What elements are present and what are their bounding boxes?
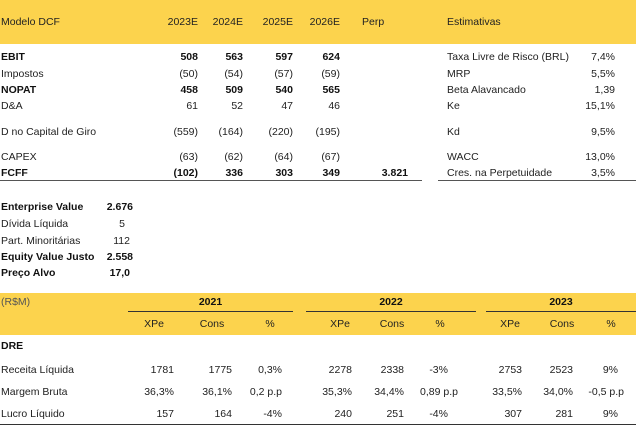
dcf-year-2023: 2023E	[167, 16, 198, 28]
dcf-cell: (220)	[268, 126, 293, 138]
dcf-cell: 563	[225, 51, 243, 63]
valuation-label: Dívida Líquida	[1, 218, 69, 230]
dcf-cell: 565	[322, 84, 340, 96]
dre-cell: -0,5 p.p	[588, 386, 624, 398]
estimativas-bottom-rule	[438, 180, 636, 181]
dre-row-label: Lucro Líquido	[1, 408, 65, 420]
dcf-cell: 61	[186, 100, 198, 112]
dre-row-label: Margem Bruta	[1, 386, 68, 398]
dcf-row-label: D&A	[1, 100, 23, 112]
dcf-row-label: EBIT	[1, 51, 25, 63]
dcf-row-label: NOPAT	[1, 84, 37, 96]
dre-subheader: XPe	[330, 318, 350, 330]
estimativa-value: 5,5%	[591, 68, 615, 80]
dre-cell: 2278	[328, 364, 352, 376]
estimativa-label: Kd	[447, 126, 460, 138]
dre-cell: 33,5%	[492, 386, 522, 398]
dre-subheader: %	[265, 318, 275, 330]
estimativa-label: Cres. na Perpetuidade	[447, 167, 553, 179]
dcf-cell: 47	[281, 100, 293, 112]
dre-cell: 2753	[498, 364, 522, 376]
dcf-cell: 336	[225, 167, 243, 179]
valuation-label: Equity Value Justo	[1, 251, 95, 263]
dcf-row-label: D no Capital de Giro	[1, 126, 97, 138]
estimativa-value: 15,1%	[585, 100, 615, 112]
dre-cell: 2338	[380, 364, 404, 376]
dcf-cell: 508	[180, 51, 198, 63]
dre-subheader: XPe	[500, 318, 520, 330]
dcf-cell: 509	[225, 84, 243, 96]
valuation-value: 17,0	[109, 267, 130, 279]
estimativa-value: 7,4%	[591, 51, 615, 63]
dre-cell: 36,3%	[144, 386, 174, 398]
dre-bottom-rule	[0, 424, 636, 425]
dre-group-rule-2023	[486, 311, 636, 312]
estimativa-value: 13,0%	[585, 151, 615, 163]
dre-row-label: Receita Líquida	[1, 364, 74, 376]
dre-cell: 34,4%	[374, 386, 404, 398]
dre-subheader: Cons	[379, 318, 405, 330]
dre-cell: -4%	[263, 408, 282, 420]
dcf-cell: (102)	[173, 167, 198, 179]
dcf-year-perp: Perp	[362, 16, 385, 28]
valuation-value: 2.676	[106, 201, 133, 213]
valuation-value: 2.558	[106, 251, 133, 263]
dre-cell: 157	[156, 408, 174, 420]
dre-year-2021: 2021	[198, 296, 223, 308]
dcf-bottom-rule	[0, 180, 422, 181]
estimativa-label: Ke	[447, 100, 460, 112]
dre-group-rule-2022	[306, 311, 476, 312]
dre-cell: 240	[334, 408, 352, 420]
dre-cell: 36,1%	[202, 386, 232, 398]
dcf-cell: (50)	[179, 68, 198, 80]
estimativa-label: WACC	[447, 151, 479, 163]
dcf-row-label: CAPEX	[1, 151, 37, 163]
dre-cell: 9%	[602, 364, 618, 376]
dcf-cell: 458	[180, 84, 198, 96]
estimativa-value: 9,5%	[591, 126, 615, 138]
dre-cell: 34,0%	[543, 386, 573, 398]
dre-cell: 0,89 p.p	[420, 386, 458, 398]
estimativa-label: Taxa Livre de Risco (BRL)	[447, 51, 569, 63]
dcf-cell: 52	[231, 100, 243, 112]
estimativa-value: 1,39	[594, 84, 615, 96]
dcf-cell: (63)	[179, 151, 198, 163]
valuation-label: Enterprise Value	[1, 201, 84, 213]
dre-cell: 281	[555, 408, 573, 420]
dcf-cell: (62)	[224, 151, 243, 163]
dre-group-rule-2021	[128, 311, 293, 312]
dcf-cell: (64)	[274, 151, 293, 163]
dcf-cell: (195)	[315, 126, 340, 138]
dre-year-2023: 2023	[549, 296, 573, 308]
dre-cell: -4%	[429, 408, 448, 420]
dcf-cell: (54)	[224, 68, 243, 80]
dre-cell: 35,3%	[322, 386, 352, 398]
dcf-cell: 624	[322, 51, 340, 63]
valuation-value: 5	[119, 218, 125, 230]
dcf-cell: (164)	[218, 126, 243, 138]
dre-cell: 9%	[602, 408, 618, 420]
dcf-year-2024: 2024E	[212, 16, 243, 28]
dcf-row-label: Impostos	[1, 68, 44, 80]
dcf-year-2025: 2025E	[262, 16, 293, 28]
dcf-cell-perp: 3.821	[381, 167, 408, 179]
estimativa-label: Beta Alavancado	[447, 84, 526, 96]
dre-unit-label: (R$M)	[1, 296, 31, 308]
dcf-cell: 597	[275, 51, 293, 63]
dre-cell: 0,3%	[258, 364, 282, 376]
dcf-row-label: FCFF	[1, 167, 28, 179]
dre-subheader: %	[606, 318, 616, 330]
dre-subheader: %	[435, 318, 445, 330]
dre-cell: -3%	[429, 364, 448, 376]
dcf-cell: (67)	[321, 151, 340, 163]
dcf-cell: 540	[275, 84, 293, 96]
dre-cell: 0,2 p.p	[249, 386, 282, 398]
dcf-cell: 303	[275, 167, 293, 179]
dcf-cell: 46	[328, 100, 340, 112]
dcf-cell: (559)	[173, 126, 198, 138]
dcf-year-2026: 2026E	[309, 16, 340, 28]
dre-year-2022: 2022	[379, 296, 403, 308]
estimativas-title: Estimativas	[447, 16, 501, 28]
dre-subheader: XPe	[144, 318, 164, 330]
valuation-label: Preço Alvo	[1, 267, 56, 279]
dre-cell: 1775	[208, 364, 232, 376]
dcf-cell: 349	[322, 167, 340, 179]
dre-subheader: Cons	[199, 318, 225, 330]
dcf-title: Modelo DCF	[1, 16, 60, 28]
dre-cell: 251	[386, 408, 404, 420]
estimativa-value: 3,5%	[591, 167, 615, 179]
dre-section-label: DRE	[1, 340, 24, 352]
dre-cell: 1781	[150, 364, 174, 376]
dre-cell: 307	[504, 408, 522, 420]
dcf-cell: (59)	[321, 68, 340, 80]
dcf-cell: (57)	[274, 68, 293, 80]
dre-subheader: Cons	[549, 318, 575, 330]
dre-cell: 164	[214, 408, 232, 420]
valuation-value: 112	[113, 235, 130, 247]
dre-cell: 2523	[549, 364, 573, 376]
valuation-label: Part. Minoritárias	[1, 235, 81, 247]
estimativa-label: MRP	[447, 68, 471, 80]
